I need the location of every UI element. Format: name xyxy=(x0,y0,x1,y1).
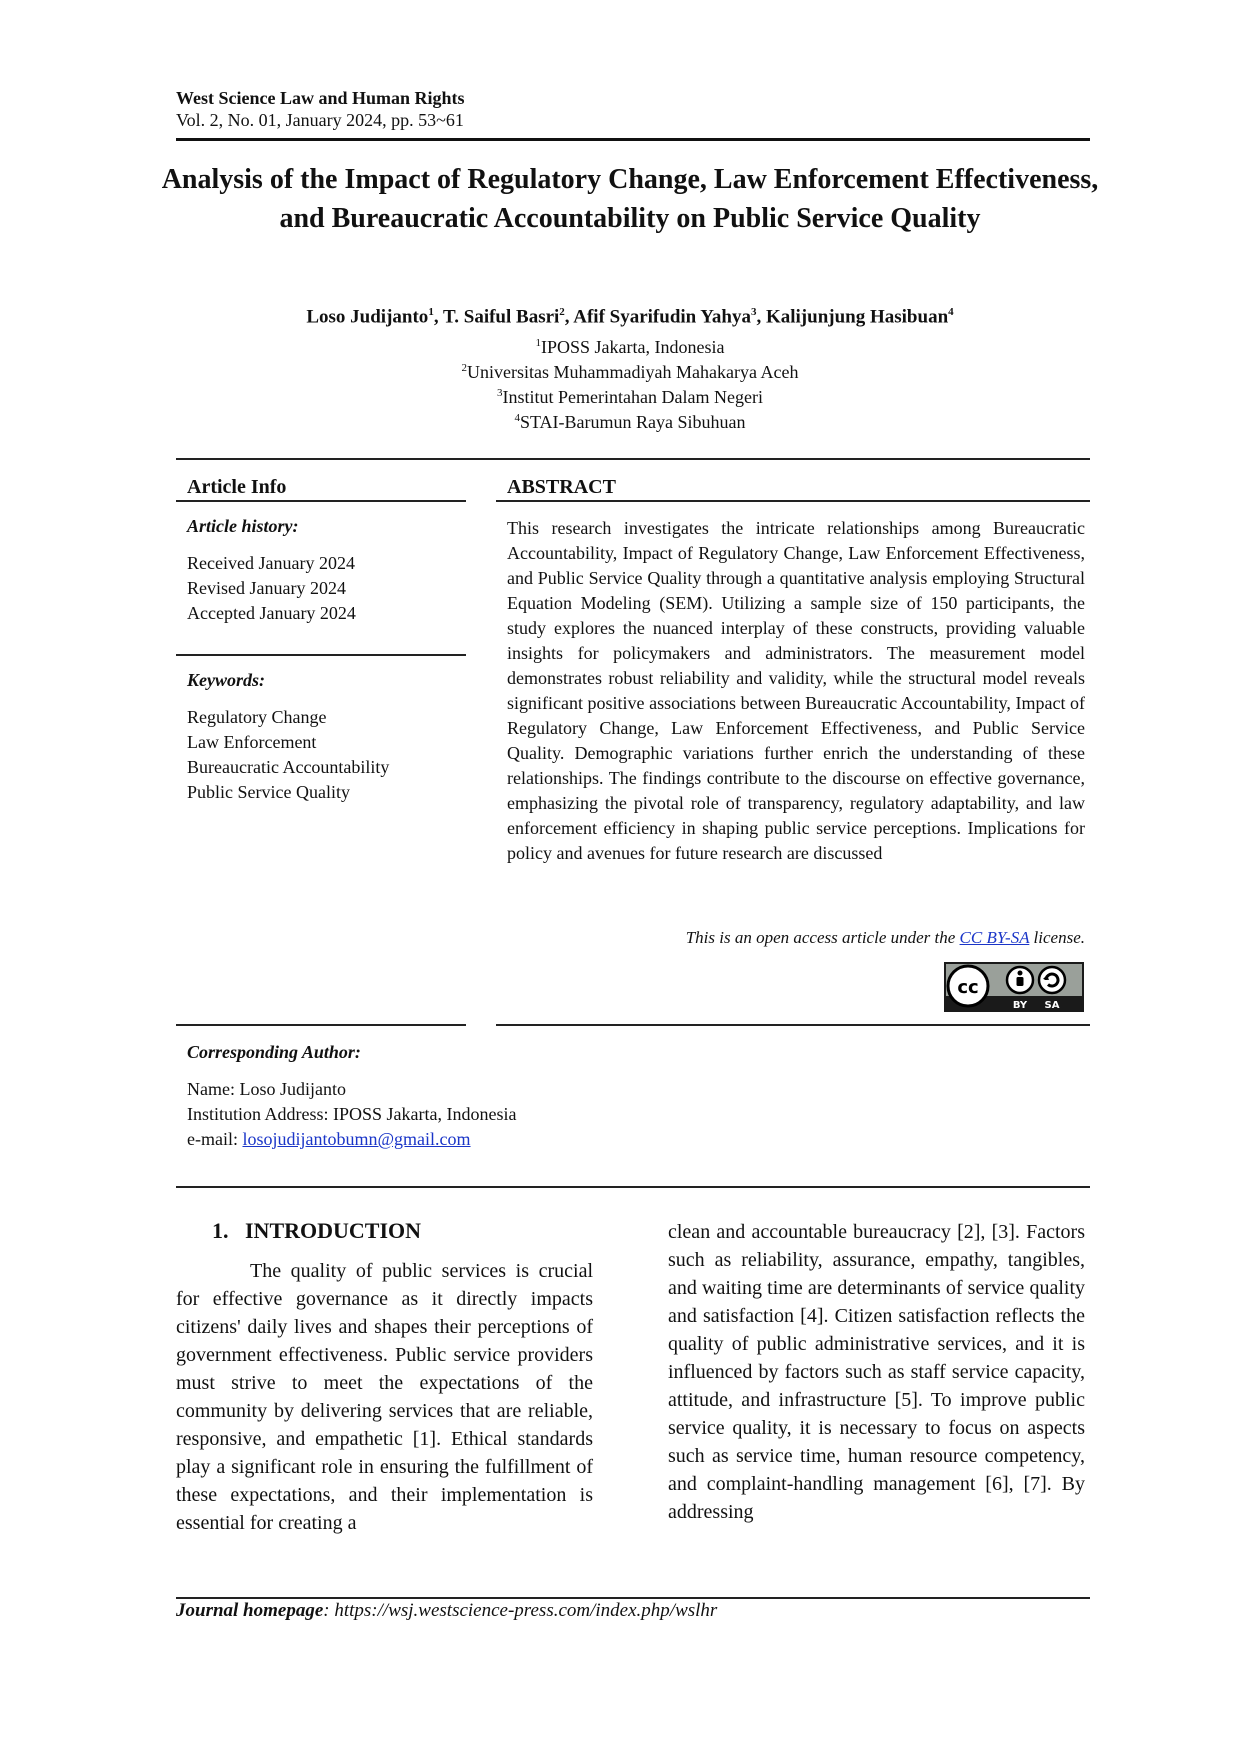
license-link[interactable]: CC BY-SA xyxy=(959,928,1030,947)
author-name: Afif Syarifudin Yahya xyxy=(573,306,751,328)
history-accepted: Accepted January 2024 xyxy=(187,603,356,623)
article-history xyxy=(187,551,356,626)
footer-divider xyxy=(176,1597,1090,1599)
email-link[interactable]: losojudijantobumn@gmail.com xyxy=(242,1129,471,1149)
author-separator: , xyxy=(756,306,766,328)
abstract-rule xyxy=(496,500,1090,502)
svg-text:cc: cc xyxy=(957,977,979,998)
author-name: Kalijunjung Hasibuan xyxy=(765,306,949,328)
keywords-list xyxy=(187,705,389,805)
affil-text: IPOSS Jakarta, Indonesia xyxy=(541,337,725,357)
sa-share-alike-icon xyxy=(1039,967,1065,993)
author-affil-mark: 2 xyxy=(559,306,565,318)
author-separator: , xyxy=(564,306,574,328)
introduction-heading: 1. INTRODUCTION xyxy=(212,1218,422,1243)
history-received: Received January 2024 xyxy=(187,553,355,573)
paper-title: Analysis of the Impact of Regulatory Change, Law Enforcement Effectiveness, and Bureaucratic Accountability on Public Service Quality xyxy=(161,164,1099,234)
corresponding-author-details xyxy=(187,1077,516,1152)
volume-info: Vol. 2, No. 01, January 2024, pp. 53~61 xyxy=(176,110,464,130)
article-history-heading: Article history: xyxy=(187,516,299,536)
introduction-left-column: The quality of public services is crucial for effective governance as it directly impacts citizens' daily lives and shapes their perceptions of government effectiveness. Public service providers must strive to meet the expectations of the community by delivering services that are reliable, responsive, and empathetic [1]. Ethical standards play a significant role in ensuring the fulfillment of these expectations, and their implementation is essential for creating a xyxy=(176,1260,593,1534)
keyword: Regulatory Change xyxy=(187,707,327,727)
corresponding-email-line xyxy=(187,1127,516,1152)
affil-mark: 4 xyxy=(514,412,520,424)
author-affil-mark: 3 xyxy=(750,306,757,318)
article-info-rule xyxy=(176,500,466,502)
keyword: Bureaucratic Accountability xyxy=(187,757,390,777)
homepage-label: Journal homepage xyxy=(176,1600,324,1621)
journal-header xyxy=(176,87,465,131)
abstract-text: This research investigates the intricate relationships among Bureaucratic Accountability, Impact of Regulatory Change, Law Enforcement Effectiveness, and Public Service Quality through a quantitative analysis employing Structural Equation Modeling (SEM). Utilizing a sample size of 150 participants, the study explores the nuanced interplay of these constructs, providing valuable insights for policymakers and administrators. The measurement model demonstrates robust reliability and validity, while the structural model reveals significant positive associations between Bureaucratic Accountability, Impact of Regulatory Change, Law Enforcement Effectiveness, and Public Service Quality. Demographic variations further enrich the understanding of these relationships. The findings contribute to the discourse on effective governance, emphasizing the pivotal role of transparency, regulatory adaptability, and law enforcement efficiency in shaping public service perceptions. Implications for policy and avenues for future research are discussed xyxy=(507,518,1085,863)
affil-text: STAI-Barumun Raya Sibuhuan xyxy=(519,412,746,432)
journal-homepage xyxy=(176,1600,717,1622)
affiliation xyxy=(160,406,1100,435)
email-label: e-mail: xyxy=(187,1129,243,1149)
keywords-heading: Keywords: xyxy=(187,670,265,690)
cc-by-sa-badge-icon[interactable] xyxy=(944,962,1084,1012)
homepage-url[interactable]: : https://wsj.westscience-press.com/index.php/wslhr xyxy=(323,1600,718,1621)
history-keywords-rule xyxy=(176,654,466,656)
author-name: Loso Judijanto xyxy=(306,306,429,328)
affil-text: Institut Pemerintahan Dalam Negeri xyxy=(502,387,763,407)
keyword: Public Service Quality xyxy=(187,782,350,802)
abstract-heading: ABSTRACT xyxy=(507,476,616,498)
badge-by-label: BY xyxy=(1012,1000,1028,1011)
header-divider xyxy=(176,138,1090,141)
affil-mark: 1 xyxy=(535,337,541,349)
info-box-bottom-rule-right xyxy=(496,1024,1090,1026)
history-revised: Revised January 2024 xyxy=(187,578,346,598)
affil-mark: 3 xyxy=(497,387,503,399)
info-box-bottom-rule-left xyxy=(176,1024,466,1026)
badge-sa-label: SA xyxy=(1044,1000,1060,1011)
author-affil-mark: 1 xyxy=(428,306,434,318)
author-separator: , xyxy=(433,306,443,328)
introduction-right-column: clean and accountable bureaucracy [2], [3]. Factors such as reliability, assurance, empathy, tangibles, and waiting time are determinants of service quality and satisfaction [4]. Citizen satisfaction reflects the quality of public administrative services, and it is influenced by factors such as staff service capacity, attitude, and infrastructure [5]. To improve public service quality, it is necessary to focus on aspects such as service time, human resource competency, and complaint-handling management [6], [7]. By addressing xyxy=(668,1221,1085,1523)
author-list xyxy=(160,306,1100,328)
corresponding-institution: Institution Address: IPOSS Jakarta, Indonesia xyxy=(187,1104,517,1124)
author-name: T. Saiful Basri xyxy=(442,306,560,328)
corresponding-author-heading: Corresponding Author: xyxy=(187,1042,361,1062)
oa-suffix: license. xyxy=(1029,928,1085,947)
journal-name: West Science Law and Human Rights xyxy=(176,88,465,108)
info-box-top-rule xyxy=(176,458,1090,460)
affil-mark: 2 xyxy=(461,362,468,374)
keyword: Law Enforcement xyxy=(187,732,317,752)
open-access-notice xyxy=(686,928,1085,948)
oa-prefix: This is an open access article under the xyxy=(685,928,960,947)
info-box-end-rule xyxy=(176,1186,1090,1188)
corresponding-name: Name: Loso Judijanto xyxy=(187,1079,346,1099)
article-info-heading: Article Info xyxy=(187,476,287,498)
author-affil-mark: 4 xyxy=(948,306,954,318)
affil-text: Universitas Muhammadiyah Mahakarya Aceh xyxy=(467,362,799,382)
